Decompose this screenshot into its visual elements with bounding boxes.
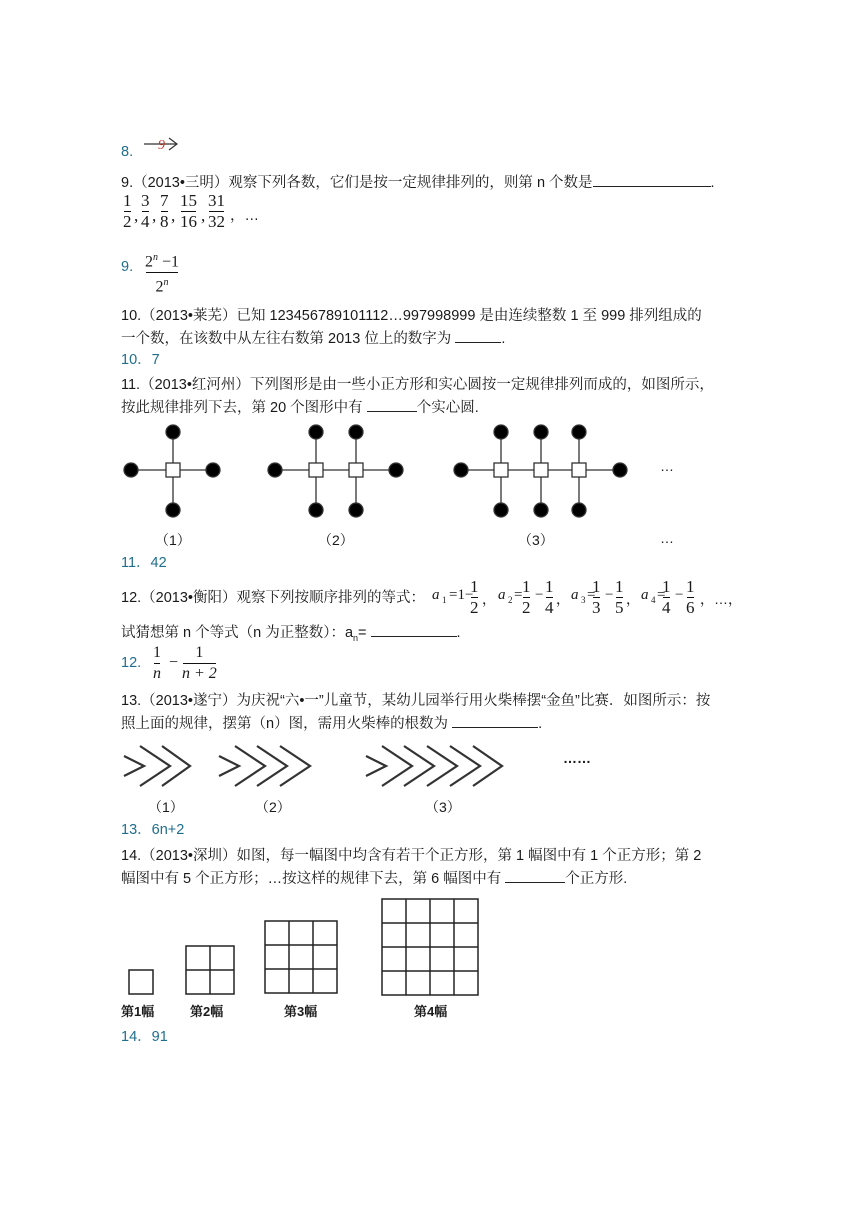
q9-fraction-2: 3 4 [141,191,150,231]
q12-sub: 1 [442,595,447,605]
q9-sep: , [201,206,206,225]
q14-answer: 14．91 [121,1029,168,1045]
q9-fraction-4: 15 16 [180,191,197,231]
q8-answer-image [142,134,182,154]
q10-line1: 10.（2013•莱芜）已知 123456789101112…997998999 是由连续整数 1 至 999 排列组成的 [121,308,702,324]
q14-label-3: 第3幅 [284,1004,318,1019]
q12-tail: ，…， [700,591,742,607]
q12-frac-2b: 1 4 [545,577,554,617]
q12-frac-4b: 1 6 [686,577,695,617]
q11-line1: 11.（2013•红河州）下列图形是由一些小正方形和实心圆按一定规律排列而成的，如图所示， [121,377,714,393]
q12-sub: 2 [508,595,513,605]
q10-line2: 一个数，在该数中从左往右数第 2013 位上的数字为 . [121,327,505,350]
q14-line1: 14.（2013•深圳）如图，每一幅图中均含有若干个正方形，第 1 幅图中有 1 个正方形；第 2 [121,848,702,864]
q12-eq: = [657,587,666,603]
q11-ellipsis: … [660,458,674,474]
q12-eq: = [587,587,596,603]
q12-answer-frac-1: 1 n [153,644,161,682]
q14-label-1: 第1幅 [121,1004,155,1019]
q13-label-1: （1） [148,799,184,815]
q13-label-3: （3） [425,799,461,815]
q13-answer: 13．6n+2 [121,822,185,838]
q11-line2: 按此规律排列下去，第 20 个图形中有 个实心圆. [121,396,479,419]
q12-comma: ， [626,591,640,607]
q9-answer-number: 9. [121,259,134,275]
q13-label-2: （2） [255,799,291,815]
q13-figure [122,740,602,800]
q12-sub: 4 [651,595,656,605]
q12-prompt: 12.（2013•衡阳）观察下列按顺序排列的等式： [121,590,425,606]
q13-line2: 照上面的规律，摆第（n）图，需用火柴棒的根数为 . [121,712,542,735]
svg-text:9: 9 [158,138,165,153]
q12-comma: ， [556,591,570,607]
q12-a4: a [641,587,649,603]
q11-ellipsis-2: … [660,530,674,546]
q14-figure [126,897,496,997]
q12-line2: 试猜想第 n 个等式（n 为正整数）：$a_n=$ . [121,621,461,649]
q11-label-2: （2） [318,532,354,548]
q9-fraction-3: 7 8 [160,191,169,231]
q11-label-1: （1） [155,532,191,548]
q9-sep: , [152,206,157,225]
q12-minus: − [535,587,544,603]
q12-answer-frac-2: 1 n + 2 [182,644,217,682]
q12-frac-3b: 1 5 [615,577,624,617]
q12-answer-minus: − [169,654,179,671]
q12-comma: ， [482,591,496,607]
q9-sep: , [134,206,139,225]
q12-sub: 3 [581,595,586,605]
q12-minus: − [605,587,614,603]
q10-answer: 10．7 [121,352,160,368]
q14-label-4: 第4幅 [414,1004,448,1019]
q9-answer-fraction: $2^n -1$ 2$^n$ [145,252,180,296]
q11-label-3: （3） [518,532,554,548]
q14-label-2: 第2幅 [190,1004,224,1019]
q12-frac-1a: 1 2 [470,577,479,617]
q12-a3: a [571,587,579,603]
q14-line2: 幅图中有 5 个正方形；…按这样的规律下去，第 6 幅图中有 个正方形. [121,867,627,890]
q9-prompt: 9.（2013•三明）观察下列各数，它们是按一定规律排列的，则第 n 个数是 . [121,171,715,194]
q9-sep: , [171,206,176,225]
q11-figure [118,420,678,530]
q8-answer-number: 8. [121,144,134,160]
q12-a1: a [432,587,440,603]
q12-eq: = [514,587,523,603]
q9-fraction-5: 31 32 [208,191,225,231]
q12-frac-4a: 1 4 [662,577,671,617]
q9-tail: ，… [230,208,259,224]
q11-answer: 11．42 [121,555,167,571]
q12-a2: a [498,587,506,603]
q9-fraction-1: 1 2 [123,191,132,231]
q13-line1: 13.（2013•遂宁）为庆祝“六•一”儿童节，某幼儿园举行用火柴棒摆“金鱼”比赛．如图所示：按 [121,693,711,709]
q12-answer-number: 12. [121,655,142,671]
q12-frac-3a: 1 3 [592,577,601,617]
q12-minus: − [675,587,684,603]
q12-eq: =1− [449,587,474,603]
q12-frac-2a: 1 2 [522,577,531,617]
q13-ellipsis: …… [563,750,591,766]
